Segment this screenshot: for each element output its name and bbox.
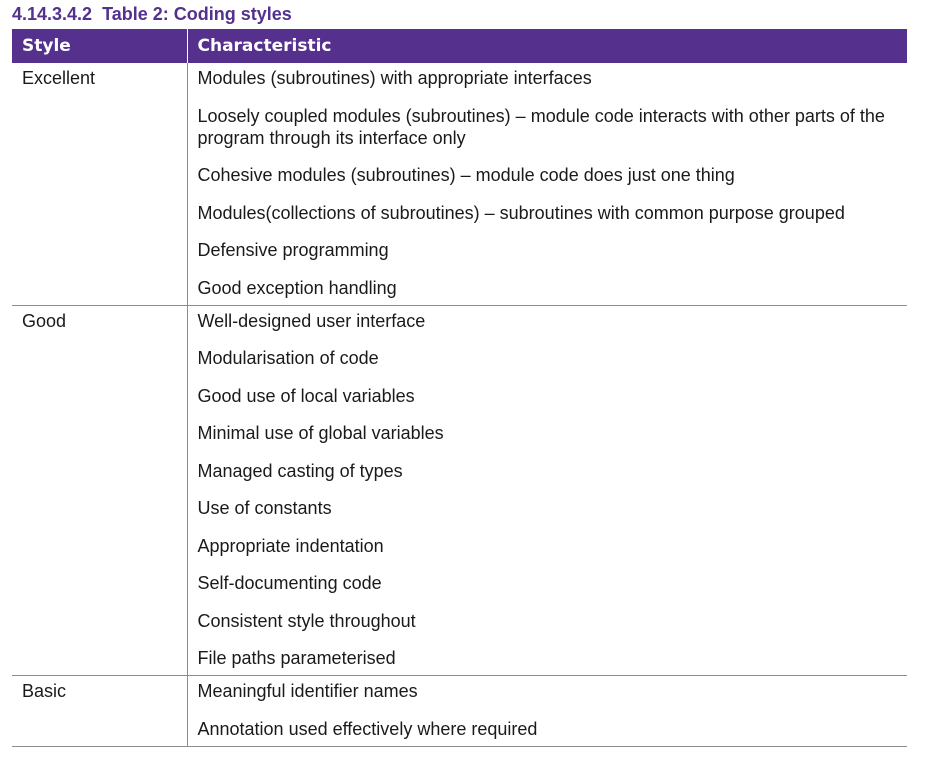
characteristic-item: Defensive programming bbox=[197, 240, 389, 260]
characteristic-item: Annotation used effectively where required bbox=[197, 718, 538, 739]
characteristic-item: Self-documenting code bbox=[197, 573, 382, 593]
table-row-excellent bbox=[12, 63, 907, 305]
table-header bbox=[12, 29, 907, 63]
characteristic-item: Good use of local variables bbox=[197, 385, 415, 406]
characteristic-item: Meaningful identifier names bbox=[197, 681, 418, 701]
characteristic-item: Cohesive modules (subroutines) – module code does just one thing bbox=[197, 165, 735, 185]
characteristic-item: Well-designed user interface bbox=[197, 310, 426, 331]
table-row-good bbox=[12, 305, 907, 676]
table-row-basic bbox=[12, 676, 907, 747]
column-header-characteristic: Characteristic bbox=[187, 29, 907, 63]
characteristic-item: Consistent style throughout bbox=[197, 610, 416, 631]
characteristic-item: Modules (subroutines) with appropriate interfaces bbox=[197, 68, 592, 88]
characteristic-item: File paths parameterised bbox=[197, 648, 396, 668]
table-heading bbox=[12, 4, 292, 25]
header-row bbox=[12, 29, 907, 63]
section-number: 4.14.3.4.2 bbox=[12, 4, 93, 24]
characteristic-item: Modularisation of code bbox=[197, 348, 379, 368]
characteristic-cell bbox=[187, 305, 907, 676]
table-body bbox=[12, 63, 907, 746]
coding-styles-table bbox=[12, 29, 907, 747]
style-cell: Basic bbox=[12, 676, 187, 747]
characteristic-item: Minimal use of global variables bbox=[197, 423, 444, 443]
style-cell: Good bbox=[12, 305, 187, 676]
characteristic-item: Modules(collections of subroutines) – subroutines with common purpose grouped bbox=[197, 202, 845, 223]
style-cell: Excellent bbox=[12, 63, 187, 305]
characteristic-cell bbox=[187, 676, 907, 747]
characteristic-item: Loosely coupled modules (subroutines) – module code interacts with other parts of the program through its interface only bbox=[197, 105, 885, 148]
characteristic-cell bbox=[187, 63, 907, 305]
table-title: Table 2: Coding styles bbox=[102, 4, 292, 24]
characteristic-item: Managed casting of types bbox=[197, 460, 403, 481]
characteristic-item: Appropriate indentation bbox=[197, 535, 384, 556]
characteristic-item: Good exception handling bbox=[197, 277, 397, 298]
characteristic-item: Use of constants bbox=[197, 498, 332, 518]
column-header-style: Style bbox=[12, 29, 187, 63]
